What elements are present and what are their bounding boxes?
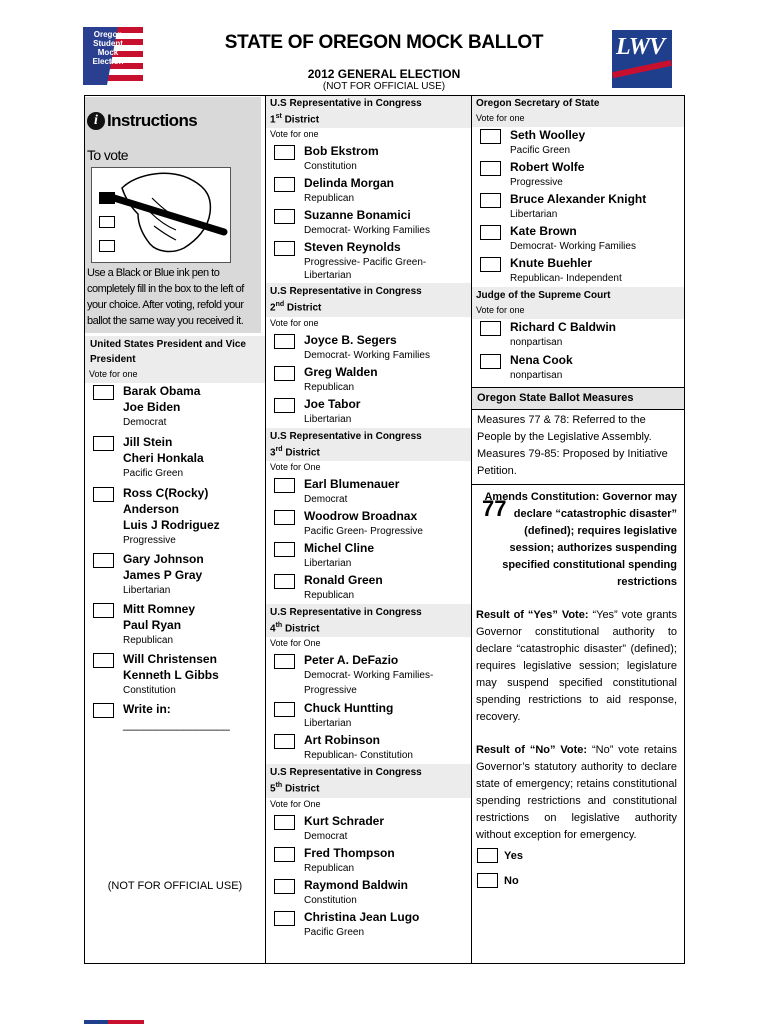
candidate-name: Ross C(Rocky) (123, 486, 209, 500)
candidate-option[interactable] (266, 332, 471, 364)
candidate-party: Pacific Green (510, 145, 571, 156)
candidate-name: Michel Cline (304, 540, 375, 555)
vote-checkbox[interactable] (274, 815, 295, 830)
candidate-name: Art Robinson (304, 733, 380, 748)
option-label: No (504, 875, 519, 887)
district-word: District (284, 114, 320, 126)
candidate-name: Will Christensen (123, 652, 217, 666)
district-suffix: st (275, 113, 282, 120)
candidate-name: Joyce B. Segers (304, 332, 397, 347)
district-suffix: th (275, 782, 283, 790)
race-title (266, 96, 471, 128)
candidate-name: Gary Johnson (123, 552, 204, 566)
vote-checkbox[interactable] (480, 193, 501, 208)
vote-checkbox[interactable] (93, 653, 114, 668)
race-title: Judge of the Supreme Court (472, 287, 684, 304)
candidate-option[interactable] (472, 319, 684, 352)
candidate-option[interactable] (472, 223, 684, 255)
candidate-name: Chuck Huntting (304, 701, 394, 716)
vote-for-label: Vote for One (270, 638, 321, 649)
vote-checkbox[interactable] (274, 847, 295, 862)
candidate-name: Nena Cook (510, 353, 573, 367)
candidate-party: nonpartisan (510, 370, 563, 381)
candidate-name: Joe Tabor (304, 396, 361, 411)
candidate-name: Fred Thompson (304, 845, 395, 860)
official-use-notice: (NOT FOR OFFICIAL USE) (322, 81, 446, 92)
vote-checkbox[interactable] (93, 603, 114, 618)
candidate-party: Progressive (304, 685, 357, 697)
candidate-name: Steven Reynolds (304, 240, 401, 255)
district-word: District (285, 446, 320, 458)
candidate-name: Suzanne Bonamici (304, 208, 411, 223)
vote-checkbox[interactable] (93, 553, 114, 568)
candidate-option[interactable] (472, 255, 684, 287)
secretary-of-state-race (472, 96, 684, 287)
vote-checkbox[interactable] (480, 354, 501, 369)
candidate-option[interactable] (266, 732, 471, 764)
candidate-name: Kenneth L Gibbs (123, 668, 219, 682)
measure-yes-option[interactable] (472, 845, 684, 870)
candidate-option[interactable] (266, 239, 471, 283)
candidate-option[interactable] (266, 909, 471, 941)
candidate-option[interactable] (85, 601, 265, 651)
vote-for-label: Vote for one (270, 317, 319, 328)
candidate-option[interactable] (85, 651, 265, 701)
candidate-name: Ronald Green (304, 572, 383, 587)
district-suffix: th (275, 621, 283, 629)
candidate-party: Constitution (123, 685, 176, 696)
candidate-option[interactable] (266, 700, 471, 732)
vote-checkbox[interactable] (480, 321, 501, 336)
district-number: 4 (270, 623, 276, 635)
candidate-option[interactable] (266, 845, 471, 877)
candidate-option[interactable] (266, 652, 471, 700)
vote-checkbox[interactable] (274, 510, 295, 525)
candidate-option[interactable] (266, 207, 471, 239)
candidate-party: Democrat (123, 417, 167, 428)
vote-checkbox[interactable] (93, 385, 114, 400)
candidate-party: Democrat (304, 830, 348, 842)
logo-line: Election (92, 57, 124, 66)
president-race (85, 336, 265, 737)
candidate-party: Pacific Green- Progressive (304, 525, 423, 537)
candidate-name: Christina Jean Lugo (304, 909, 420, 924)
measure-number: 77 (482, 496, 507, 521)
candidate-party: Libertarian (510, 209, 558, 220)
candidate-option[interactable] (266, 877, 471, 909)
instructions-header (87, 107, 197, 135)
candidate-name: Anderson (123, 502, 180, 516)
vote-checkbox[interactable] (274, 654, 295, 669)
vote-checkbox[interactable] (274, 478, 295, 493)
district-suffix: nd (275, 301, 285, 309)
measure-yes-result (476, 607, 677, 726)
vote-checkbox[interactable] (477, 848, 498, 863)
candidate-option[interactable] (472, 191, 684, 223)
vote-checkbox[interactable] (93, 487, 114, 502)
candidate-name: Kurt Schrader (304, 813, 385, 828)
vote-for-label: Vote for one (472, 112, 684, 127)
candidate-option[interactable] (266, 364, 471, 396)
candidate-option[interactable] (266, 572, 471, 604)
measures-intro: Measures 77 & 78: Referred to the People by the Legislative Assembly. Measures 79-85: Proposed by Initiative Petition. (472, 410, 684, 485)
write-in-label: Write in: (123, 702, 171, 716)
measure-title: Amends Constitution: Governor may declare “catastrophic disaster” (defined); requires legislative session; authorizes suspending specified constitutional spending restrictions (484, 491, 677, 588)
vote-checkbox[interactable] (480, 225, 501, 240)
race-title-text: U.S Representative in Congress (270, 98, 422, 109)
vote-for-label: Vote for One (270, 798, 321, 809)
candidate-option[interactable] (472, 159, 684, 191)
candidate-name: Jill Stein (123, 435, 173, 449)
candidate-party: Progressive (123, 535, 176, 546)
race-title: United States President and Vice President (85, 336, 265, 368)
vote-for-label: Vote for one (472, 304, 684, 319)
race-title (266, 604, 471, 637)
candidate-option[interactable] (266, 396, 471, 428)
vote-checkbox[interactable] (274, 542, 295, 557)
district-number: 1 (270, 114, 276, 126)
congress-race-district-5 (266, 764, 471, 940)
hand-pen-icon (92, 168, 232, 264)
candidate-option[interactable] (85, 485, 265, 551)
district-number: 3 (270, 446, 276, 458)
vote-checkbox[interactable] (274, 209, 295, 224)
candidate-name: Robert Wolfe (510, 160, 585, 174)
candidate-party: Republican (304, 381, 355, 393)
candidate-party: Progressive- Pacific Green- (304, 257, 427, 269)
race-title: Oregon Secretary of State (472, 96, 684, 112)
candidate-option[interactable] (85, 434, 265, 485)
candidate-option[interactable] (85, 551, 265, 601)
congress-race-district-3 (266, 428, 471, 604)
race-title (266, 764, 471, 797)
candidate-name: Barak Obama (123, 384, 201, 398)
race-title (266, 428, 471, 461)
candidate-name: Delinda Morgan (304, 176, 395, 191)
candidate-party: Constitution (304, 161, 357, 173)
instructions-text: Use a Black or Blue ink pen to completely fill in the box to the left of your choice. After voting, refold your ballot the same way you received it. (87, 267, 244, 327)
official-use-notice-bottom: (NOT FOR OFFICIAL USE) (107, 880, 243, 892)
lwv-logo (612, 30, 672, 88)
yes-result-text: “Yes” vote grants Governor constitutional authority to declare “catastrophic disaster” (defined); requires legislative session; legislature may suspend specified constitutional spending restrictions to aid response, recovery. (476, 609, 677, 723)
district-word: District (284, 783, 320, 795)
candidate-name: James P Gray (123, 568, 203, 582)
vote-checkbox[interactable] (274, 911, 295, 926)
candidate-option[interactable] (266, 143, 471, 175)
candidate-option[interactable] (85, 383, 265, 434)
district-suffix: rd (275, 445, 283, 453)
vote-checkbox[interactable] (477, 873, 498, 888)
candidate-name: Joe Biden (123, 400, 181, 414)
candidate-party: Democrat- Working Families (304, 225, 430, 237)
candidate-party: Libertarian (304, 413, 352, 425)
vote-checkbox[interactable] (480, 161, 501, 176)
no-result-text: “No” vote retains Governor’s statutory authority to declare state of emergency; retains constitutional spending restrictions and constitutional restrictions on legislative authority without exception for emergency. (476, 744, 678, 841)
measures-heading: Oregon State Ballot Measures (472, 387, 684, 410)
candidate-party: Democrat- Working Families (304, 349, 430, 361)
candidate-name: Raymond Baldwin (304, 877, 409, 892)
candidate-name: Peter A. DeFazio (304, 653, 399, 668)
logo-line: Student (93, 39, 123, 48)
write-in-option[interactable] (85, 701, 265, 737)
vote-checkbox[interactable] (274, 241, 295, 256)
candidate-party: Progressive (510, 177, 563, 188)
candidate-party: Libertarian (304, 557, 352, 569)
candidate-party: nonpartisan (510, 337, 563, 348)
to-vote-heading: To vote (87, 147, 128, 163)
congress-race-district-2 (266, 283, 471, 427)
candidate-name: Richard C Baldwin (510, 320, 617, 334)
candidate-name: Seth Woolley (510, 128, 586, 142)
supreme-court-race (472, 287, 684, 387)
race-title-text: U.S Representative in Congress (270, 767, 422, 779)
candidate-name: Knute Buehler (510, 256, 593, 270)
candidate-option[interactable] (266, 540, 471, 572)
candidate-name: Woodrow Broadnax (304, 508, 418, 523)
district-number: 2 (270, 302, 276, 314)
candidate-name: Luis J Rodriguez (123, 518, 220, 532)
vote-checkbox[interactable] (274, 366, 295, 381)
lwv-logo-text: LWV (616, 34, 665, 60)
instructions-heading: Instructions (107, 111, 198, 130)
logo-line: Mock (97, 48, 119, 57)
vote-checkbox[interactable] (93, 436, 114, 451)
candidate-party: Republican (304, 193, 355, 205)
candidate-name: Mitt Romney (123, 602, 195, 616)
vote-checkbox[interactable] (274, 879, 295, 894)
vote-for-label: Vote for one (270, 129, 319, 140)
lwv-logo-swoosh (612, 60, 672, 78)
info-icon: i (87, 112, 105, 130)
congress-race-district-1 (266, 96, 471, 283)
candidate-party: Libertarian (304, 718, 352, 730)
candidate-name: Bruce Alexander Knight (510, 192, 647, 206)
candidate-option[interactable] (266, 508, 471, 540)
no-result-label: Result of “No” Vote: (476, 744, 588, 756)
yes-result-label: Result of “Yes” Vote: (476, 609, 589, 621)
vote-for-label: Vote for One (270, 461, 321, 472)
left-column (85, 96, 265, 963)
candidate-name: Greg Walden (304, 364, 378, 379)
vote-checkbox[interactable] (480, 257, 501, 272)
candidate-party: Constitution (304, 894, 357, 906)
ballot-measures-section (472, 387, 684, 895)
measure-77 (472, 485, 684, 844)
vote-checkbox[interactable] (274, 702, 295, 717)
vote-checkbox[interactable] (274, 177, 295, 192)
write-in-line[interactable]: ________________ (123, 717, 230, 731)
candidate-party: Republican- Independent (510, 273, 622, 284)
vote-checkbox[interactable] (274, 145, 295, 160)
district-number: 5 (270, 783, 276, 795)
instructions-panel (85, 97, 261, 333)
vote-checkbox[interactable] (274, 734, 295, 749)
candidate-option[interactable] (472, 352, 684, 387)
candidate-party: Republican- Constitution (304, 750, 413, 762)
ballot-subtitle: 2012 GENERAL ELECTION (307, 67, 461, 81)
hand-filling-box-illustration (91, 167, 231, 263)
measure-no-result (476, 742, 677, 844)
race-title (266, 283, 471, 316)
candidate-party: Republican (304, 862, 355, 874)
candidate-party: Democrat- Working Families- (304, 670, 434, 682)
candidate-party: Republican (304, 589, 355, 601)
option-label: Yes (504, 850, 523, 862)
candidate-party: Republican (123, 635, 174, 646)
race-title-text: U.S Representative in Congress (270, 606, 422, 618)
candidate-party: Pacific Green (304, 926, 365, 938)
candidate-party: Democrat (304, 493, 348, 505)
measure-no-option[interactable] (472, 870, 684, 895)
ballot-title: STATE OF OREGON MOCK BALLOT (224, 32, 544, 53)
vote-checkbox[interactable] (274, 574, 295, 589)
candidate-option[interactable] (266, 813, 471, 845)
candidate-party: Libertarian (304, 270, 352, 282)
candidate-name: Kate Brown (510, 224, 577, 238)
candidate-party: Libertarian (123, 585, 171, 596)
race-title-text: U.S Representative in Congress (270, 430, 422, 442)
candidate-name: Cheri Honkala (123, 451, 204, 465)
vote-for-label: Vote for one (85, 368, 265, 383)
right-column (472, 96, 684, 895)
candidate-option[interactable] (472, 127, 684, 159)
next-page-logo-edge (84, 1020, 144, 1024)
vote-checkbox[interactable] (93, 703, 114, 718)
middle-column (266, 96, 471, 941)
ballot-frame (84, 95, 685, 964)
logo-line: Oregon (93, 30, 123, 39)
district-word: District (286, 302, 322, 314)
candidate-party: Pacific Green (123, 468, 184, 479)
candidate-name: Bob Ekstrom (304, 144, 379, 159)
candidate-name: Earl Blumenauer (304, 476, 400, 491)
race-title-text: U.S Representative in Congress (270, 286, 422, 298)
congress-race-district-4 (266, 604, 471, 764)
candidate-option[interactable] (266, 175, 471, 207)
candidate-option[interactable] (266, 476, 471, 508)
candidate-party: Democrat- Working Families (510, 241, 636, 252)
vote-checkbox[interactable] (274, 334, 295, 349)
candidate-name: Paul Ryan (123, 618, 182, 632)
vote-checkbox[interactable] (480, 129, 501, 144)
vote-checkbox[interactable] (274, 398, 295, 413)
district-word: District (284, 623, 320, 635)
